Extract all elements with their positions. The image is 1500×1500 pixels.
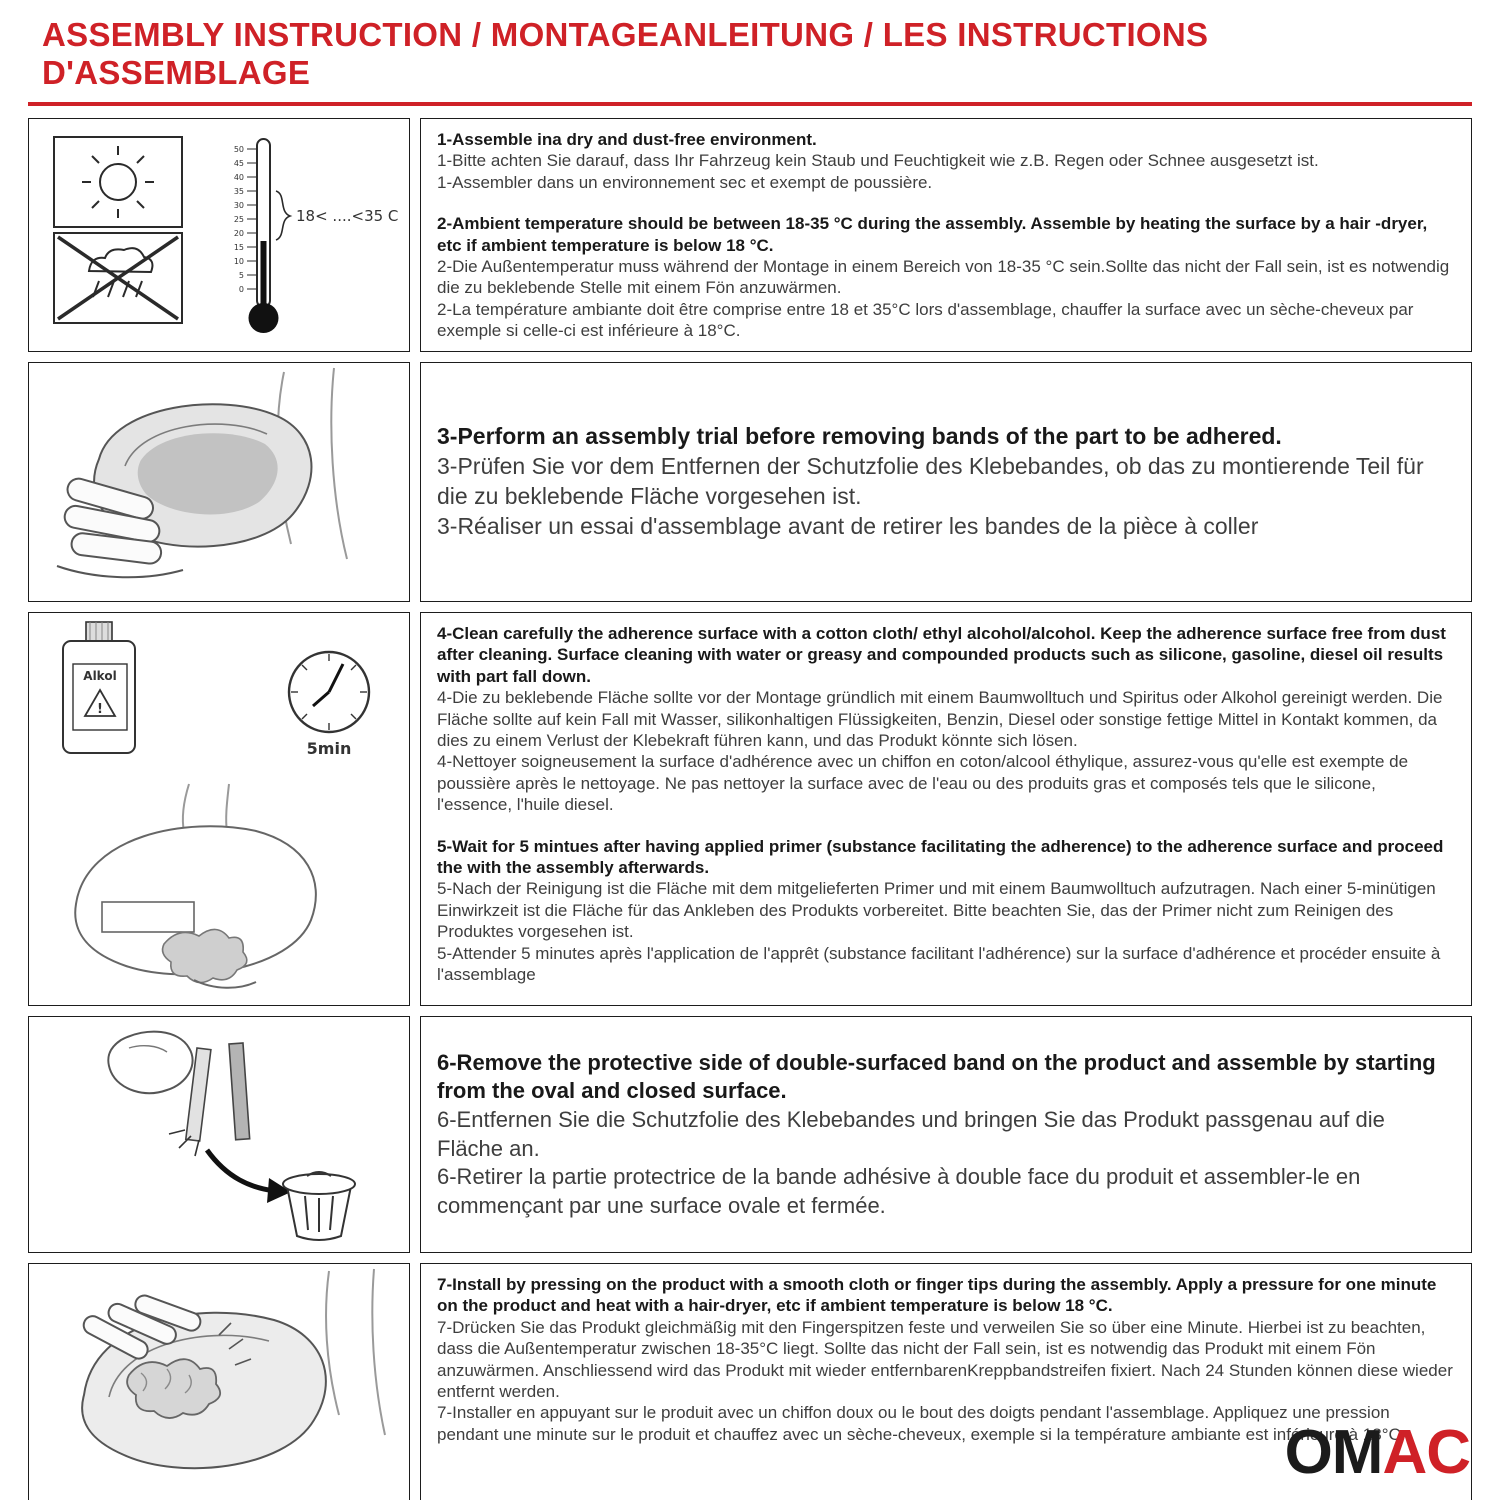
instruction-step: 7-Drücken Sie das Produkt gleichmäßig mit den Fingerspitzen feste und verweilen Sie so über eine Minute. Hierbei ist zu beachten, dass die Außentemperatur zwischen 18-35°C liegt. Sollte das nicht der Fall sein, ist es notwendig das Produkt mit einem Fön anzuwärmen. Anschliessend wird das Produkt mit wieder entfernbarenKreppbandstreifen fixiert. Nach 24 Stunden können diese wieder entfernt werden. <box>437 1317 1453 1402</box>
instruction-step: 4-Nettoyer soigneusement la surface d'adhérence avec un chiffon en coton/alcool éthylique, assurez-vous qu'elle est exempte de poussière après le nettoyage. Ne pas nettoyer la surface avec de l'eau ou des produits gras et composés tels que le silicone, l'essence, l'huile diesel. <box>437 752 1409 815</box>
trial-illustration <box>28 362 410 602</box>
instruction-step: 6-Retirer la partie protectrice de la bande adhésive à double face du produit et assembler-le en commençant par une surface ovale et fermée. <box>437 1164 1361 1218</box>
instruction-step: 2-Die Außentemperatur muss während der Montage in einem Bereich von 18-35 °C sein.Sollte das nicht der Fall sein, ist es notwendig die zu beklebende Stelle mit einem Fön anzuwärmen. <box>437 257 1450 298</box>
svg-text:15: 15 <box>233 243 244 252</box>
section-press-install <box>28 1263 1472 1500</box>
svg-text:0: 0 <box>238 285 244 294</box>
alcohol-clock-wipe-icon <box>29 614 409 1004</box>
svg-text:40: 40 <box>233 173 244 182</box>
svg-text:45: 45 <box>233 159 244 168</box>
section-2-text <box>420 362 1472 602</box>
instruction-step: 7-Installer en appuyant sur le produit avec un chiffon doux ou le bout des doigts pendant l'assemblage. Appliquez une pression pendant une minute sur le produit et chauffez avec un sèche-cheveux, exemple si la température ambiante est inférieure à 18°C <box>437 1403 1401 1444</box>
arrow <box>207 1150 275 1191</box>
section-environment-temperature <box>28 118 1472 352</box>
peel-band-illustration <box>28 1016 410 1253</box>
svg-text:50: 50 <box>233 145 244 154</box>
instruction-step: 1-Assembler dans un environnement sec et exempt de poussière. <box>437 172 933 192</box>
climate-illustration <box>28 118 410 352</box>
instruction-step: 5-Wait for 5 mintues after having applied primer (substance facilitating the adherence) to the adherence surface and proceed the with the assembly afterwards. <box>437 836 1444 878</box>
instruction-step: 5-Nach der Reinigung ist die Fläche mit dem mitgelieferten Primer und mit einem Baumwolltuch aufzutragen. Nach einer 5-minütigen Einwirkzeit ist die Fläche für das Ankleben des Produkts vorbereitet. Bitte beachten Sie, das der Primer nicht zum Reinigen des Produktes vorgesehen ist. <box>437 879 1436 942</box>
omac-logo <box>1284 1418 1470 1487</box>
svg-text:20: 20 <box>233 229 244 238</box>
warning-mark: ! <box>97 702 103 717</box>
alcohol-bottle-icon <box>63 622 135 753</box>
instruction-step: 2-La température ambiante doit être comprise entre 18 et 35°C lors d'assemblage, chauffer la surface avec un sèche-cheveux par exemple si celle-ci est inférieure à 18°C. <box>437 299 1414 341</box>
section-3-text <box>420 612 1472 1006</box>
sun-icon <box>82 146 154 218</box>
instruction-step: 5-Attender 5 minutes après l'application de l'apprêt (substance facilitant l'adhérence) sur la surface d'adhérence et procéder ensuite à l'assemblage <box>437 943 1441 985</box>
cleaning-illustration <box>28 612 410 1006</box>
press-cloth-mirror-icon <box>29 1265 409 1500</box>
cloth-icon <box>127 1359 220 1418</box>
section-remove-band <box>28 1016 1472 1253</box>
title-underline <box>28 102 1472 106</box>
instruction-step: 3-Perform an assembly trial before removing bands of the part to be adhered. <box>437 423 1282 450</box>
wipe-mirror-icon <box>75 784 316 988</box>
instruction-step: 1-Assemble ina dry and dust-free environment. <box>437 130 817 149</box>
instruction-step: 6-Remove the protective side of double-surfaced band on the product and assemble by starting from the oval and closed surface. <box>437 1049 1436 1104</box>
adhesive-strips-icon <box>186 1043 250 1141</box>
page-title: ASSEMBLY INSTRUCTION / MONTAGEANLEITUNG / LES INSTRUCTIONS D'ASSEMBLAGE <box>42 16 1209 91</box>
section-clean-and-primer <box>28 612 1472 1006</box>
section-4-text <box>420 1016 1472 1253</box>
svg-text:5: 5 <box>238 271 244 280</box>
instruction-step: 4-Clean carefully the adherence surface with a cotton cloth/ ethyl alcohol/alcohol. Keep the adherence surface free from dust after cleaning. Surface cleaning with water or greasy and compounded products such as silicone, gasoline, diesel oil results with part fall down. <box>437 624 1446 686</box>
svg-text:10: 10 <box>233 257 244 266</box>
omac-logo-red-letters: AC <box>1382 1418 1470 1487</box>
peel-band-trash-icon <box>29 1018 409 1251</box>
instruction-step: 6-Entfernen Sie die Schutzfolie des Klebebandes und bringen Sie das Produkt passgenau auf die Fläche an. <box>437 1106 1385 1161</box>
instruction-step: 4-Die zu beklebende Fläche sollte vor der Montage gründlich mit einem Baumwolltuch und Spiritus oder Alkohol gereinigt werden. Die Fläche sollte auf kein Fall mit Wasser, silikonhaltigen Flüssigkeiten, Benzin, Diesel oder sonstige fettige Mittel in Kontakt kommen, da dies zu einem Verlust der Klebekraft führen kann, und das Produkt könnte sich lösen. <box>437 688 1443 751</box>
clock-icon <box>289 652 369 758</box>
section-1-text <box>420 118 1472 352</box>
instruction-step: 3-Prüfen Sie vor dem Entfernen der Schutzfolie des Klebebandes, ob das zu montierende Teil für die zu beklebende Fläche vorgesehen ist. <box>437 453 1424 509</box>
section-assembly-trial <box>28 362 1472 602</box>
instruction-step: 2-Ambient temperature should be between 18-35 °C during the assembly. Assemble by heating the surface by a hair -dryer, etc if ambient temperature is below 18 °C. <box>437 214 1428 255</box>
press-illustration <box>28 1263 410 1500</box>
omac-logo-black-letters: OM <box>1284 1418 1383 1487</box>
instruction-step: 1-Bitte achten Sie darauf, dass Ihr Fahrzeug kein Staub und Feuchtigkeit wie z.B. Regen oder Schnee ausgesetzt ist. <box>437 151 1319 171</box>
instruction-step: 3-Réaliser un essai d'assemblage avant de retirer les bandes de la pièce à coller <box>437 512 1259 539</box>
bottle-label: Alkol <box>83 669 117 683</box>
no-rain-icon <box>58 237 178 319</box>
sun-rain-thermometer-icon <box>29 121 409 349</box>
temperature-range-label: 18< ....<35 C <box>296 207 399 225</box>
instruction-rows <box>28 118 1472 1500</box>
svg-text:30: 30 <box>233 201 244 210</box>
svg-text:35: 35 <box>233 187 244 196</box>
wait-time-label: 5min <box>306 739 352 758</box>
svg-text:25: 25 <box>233 215 244 224</box>
trash-can-icon <box>283 1172 355 1240</box>
hand-holding-mirror-icon <box>29 364 409 600</box>
hand-icon <box>108 1032 192 1094</box>
thermometer-icon <box>234 139 399 333</box>
instruction-step: 7-Install by pressing on the product with a smooth cloth or finger tips during the assembly. Apply a pressure for one minute on the product and heat with a hair-dryer, etc if ambient temperature is below 18 °C. <box>437 1275 1437 1316</box>
